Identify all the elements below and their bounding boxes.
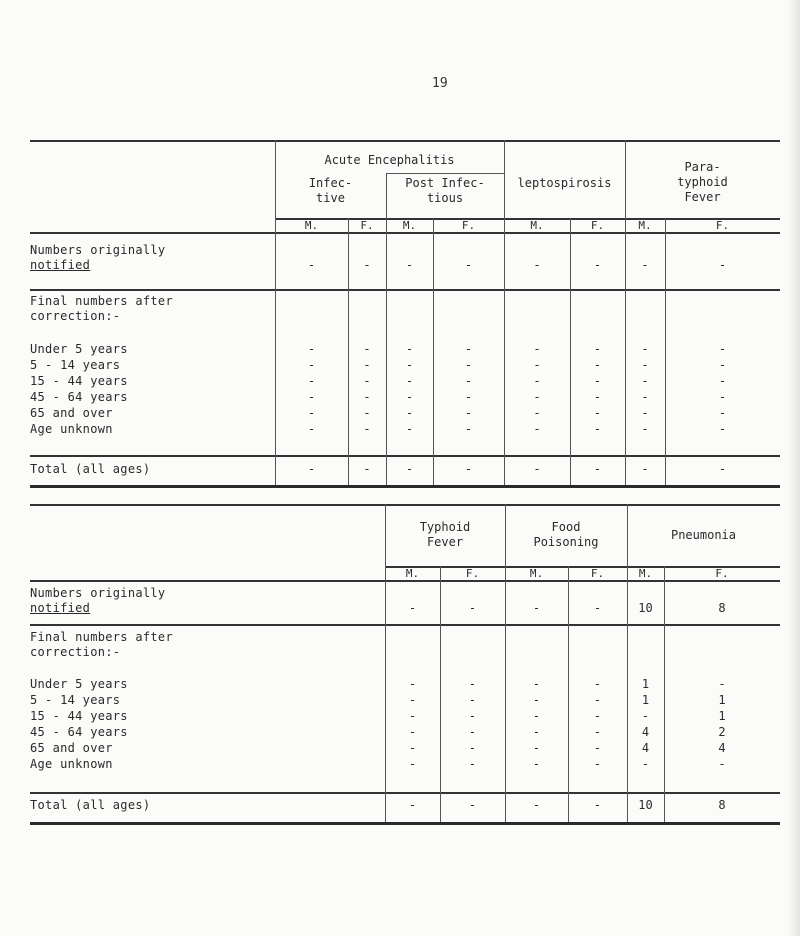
sex-header: F. bbox=[465, 567, 480, 580]
age-row-cell: - bbox=[718, 406, 727, 420]
group-header-infective: Infec- tive bbox=[308, 176, 353, 205]
sex-header: F. bbox=[461, 219, 476, 232]
age-row-cell: - bbox=[468, 757, 477, 771]
age-row-label: 5 - 14 years bbox=[30, 358, 121, 372]
age-row-cell: - bbox=[405, 374, 414, 388]
age-row-cell: - bbox=[532, 677, 541, 691]
age-row-cell: - bbox=[533, 422, 541, 436]
notified-cell: - bbox=[408, 601, 417, 615]
total-cell: - bbox=[307, 462, 316, 476]
sex-header: M. bbox=[530, 219, 544, 232]
notified-cell: - bbox=[307, 258, 316, 272]
age-row-cell: - bbox=[718, 677, 726, 691]
sex-header: F. bbox=[360, 219, 374, 232]
rule bbox=[30, 822, 780, 825]
age-row-cell: - bbox=[464, 342, 473, 356]
rule bbox=[30, 140, 780, 142]
age-row-cell: - bbox=[718, 374, 727, 388]
age-row-cell: - bbox=[468, 741, 477, 755]
rule bbox=[30, 232, 780, 234]
sex-header: M. bbox=[529, 567, 544, 580]
age-row-cell: - bbox=[593, 709, 602, 723]
total-cell: - bbox=[464, 462, 473, 476]
group-header-leptospirosis: leptospirosis bbox=[517, 176, 612, 190]
age-row-label: Age unknown bbox=[30, 422, 113, 436]
page-number: 19 bbox=[432, 76, 448, 91]
age-row-cell: - bbox=[405, 406, 414, 420]
age-row-cell: - bbox=[408, 709, 417, 723]
age-row-cell: - bbox=[307, 342, 316, 356]
age-row-cell: - bbox=[363, 358, 371, 372]
age-row-cell: - bbox=[533, 358, 541, 372]
sex-header: F. bbox=[715, 219, 730, 232]
age-row-label: 15 - 44 years bbox=[30, 374, 128, 388]
age-row-cell: - bbox=[464, 390, 473, 404]
label-notified: notified bbox=[30, 258, 91, 272]
label-numbers-originally: Numbers originally bbox=[30, 586, 166, 600]
total-cell: - bbox=[468, 798, 477, 812]
total-cell: - bbox=[532, 798, 541, 812]
age-row-cell: - bbox=[593, 693, 602, 707]
age-row-cell: - bbox=[363, 406, 371, 420]
sex-header: M. bbox=[638, 219, 652, 232]
age-row-label: Age unknown bbox=[30, 757, 113, 771]
sex-header: F. bbox=[715, 567, 729, 580]
age-row-cell: - bbox=[468, 693, 477, 707]
age-row-cell: - bbox=[532, 725, 541, 739]
age-row-cell: - bbox=[532, 757, 541, 771]
age-row-cell: - bbox=[533, 406, 541, 420]
age-row-cell: - bbox=[363, 422, 371, 436]
age-row-cell: 4 bbox=[641, 741, 650, 755]
age-row-cell: - bbox=[363, 342, 371, 356]
group-header-typhoid: Typhoid Fever bbox=[419, 520, 471, 549]
age-row-cell: - bbox=[408, 757, 417, 771]
age-row-cell: - bbox=[405, 358, 414, 372]
age-row-cell: - bbox=[468, 725, 477, 739]
age-row-cell: - bbox=[532, 741, 541, 755]
rule bbox=[30, 455, 780, 457]
age-row-cell: - bbox=[464, 374, 473, 388]
rule bbox=[627, 504, 628, 822]
total-cell: - bbox=[718, 462, 727, 476]
age-row-cell: - bbox=[641, 374, 649, 388]
notified-cell: - bbox=[363, 258, 371, 272]
age-row-cell: - bbox=[468, 677, 477, 691]
age-row-cell: - bbox=[641, 358, 649, 372]
age-row-cell: - bbox=[641, 342, 649, 356]
label-final-numbers: Final numbers after bbox=[30, 294, 173, 308]
notified-cell: - bbox=[405, 258, 414, 272]
age-row-label: 5 - 14 years bbox=[30, 693, 121, 707]
age-row-cell: 1 bbox=[641, 693, 650, 707]
rule bbox=[30, 792, 780, 794]
age-row-cell: 1 bbox=[641, 677, 650, 691]
rule bbox=[505, 504, 506, 822]
age-row-cell: - bbox=[718, 757, 726, 771]
group-header-food-poisoning: Food Poisoning bbox=[533, 520, 599, 549]
age-row-cell: 4 bbox=[718, 741, 726, 755]
age-row-cell: - bbox=[641, 422, 649, 436]
age-row-cell: - bbox=[641, 406, 649, 420]
age-row-cell: - bbox=[593, 741, 602, 755]
label-final-numbers: Final numbers after bbox=[30, 630, 173, 644]
age-row-cell: - bbox=[405, 390, 414, 404]
total-cell: 8 bbox=[718, 798, 726, 812]
notified-cell: 10 bbox=[638, 601, 653, 615]
age-row-cell: 4 bbox=[641, 725, 650, 739]
sex-header: M. bbox=[402, 219, 417, 232]
age-row-cell: - bbox=[641, 709, 650, 723]
age-row-label: Under 5 years bbox=[30, 677, 128, 691]
label-correction: correction:- bbox=[30, 645, 121, 659]
age-row-cell: - bbox=[718, 390, 727, 404]
age-row-cell: - bbox=[405, 342, 414, 356]
age-row-cell: - bbox=[593, 757, 602, 771]
age-row-cell: - bbox=[533, 342, 541, 356]
notified-cell: - bbox=[532, 601, 541, 615]
age-row-label: 15 - 44 years bbox=[30, 709, 128, 723]
age-row-cell: - bbox=[718, 358, 727, 372]
notified-cell: - bbox=[718, 258, 727, 272]
age-row-cell: - bbox=[532, 709, 541, 723]
age-row-cell: - bbox=[593, 677, 602, 691]
age-row-cell: - bbox=[408, 693, 417, 707]
age-row-cell: 2 bbox=[718, 725, 726, 739]
rule bbox=[385, 504, 386, 822]
rule bbox=[30, 485, 780, 488]
sex-header: F. bbox=[590, 567, 605, 580]
label-numbers-originally: Numbers originally bbox=[30, 243, 166, 257]
age-row-cell: - bbox=[593, 342, 602, 356]
group-header-encephalitis: Acute Encephalitis bbox=[324, 153, 455, 167]
age-row-cell: - bbox=[408, 725, 417, 739]
age-row-cell: - bbox=[593, 374, 602, 388]
total-cell: - bbox=[593, 798, 602, 812]
age-row-cell: - bbox=[408, 741, 417, 755]
age-row-cell: - bbox=[468, 709, 477, 723]
notified-cell: - bbox=[593, 601, 602, 615]
sex-header: M. bbox=[405, 567, 420, 580]
total-cell: - bbox=[363, 462, 371, 476]
age-row-cell: - bbox=[307, 358, 316, 372]
rule bbox=[30, 580, 780, 582]
age-row-cell: - bbox=[307, 422, 316, 436]
group-header-paratyphoid: Para- typhoid Fever bbox=[677, 160, 728, 204]
total-cell: - bbox=[533, 462, 541, 476]
age-row-cell: - bbox=[533, 390, 541, 404]
age-row-cell: - bbox=[405, 422, 414, 436]
age-row-cell: - bbox=[593, 725, 602, 739]
total-cell: - bbox=[408, 798, 417, 812]
age-row-cell: - bbox=[718, 342, 727, 356]
notified-cell: - bbox=[464, 258, 473, 272]
notified-cell: 8 bbox=[718, 601, 726, 615]
age-row-label: Under 5 years bbox=[30, 342, 128, 356]
age-row-cell: - bbox=[307, 374, 316, 388]
group-header-pneumonia: Pneumonia bbox=[670, 528, 737, 542]
rule bbox=[30, 289, 780, 291]
age-row-cell: - bbox=[532, 693, 541, 707]
age-row-cell: - bbox=[464, 406, 473, 420]
page-edge-shadow bbox=[788, 0, 800, 936]
age-row-cell: - bbox=[641, 390, 649, 404]
notified-cell: - bbox=[641, 258, 649, 272]
age-row-cell: - bbox=[307, 390, 316, 404]
age-row-cell: - bbox=[307, 406, 316, 420]
age-row-cell: - bbox=[593, 422, 602, 436]
sex-header: F. bbox=[590, 219, 605, 232]
age-row-cell: - bbox=[641, 757, 650, 771]
label-total: Total (all ages) bbox=[30, 462, 151, 476]
notified-cell: - bbox=[468, 601, 477, 615]
age-row-cell: - bbox=[593, 390, 602, 404]
total-cell: - bbox=[593, 462, 602, 476]
total-cell: 10 bbox=[638, 798, 653, 812]
age-row-cell: - bbox=[533, 374, 541, 388]
notified-cell: - bbox=[533, 258, 541, 272]
label-notified: notified bbox=[30, 601, 91, 615]
age-row-label: 65 and over bbox=[30, 741, 113, 755]
age-row-cell: - bbox=[408, 677, 417, 691]
age-row-label: 45 - 64 years bbox=[30, 725, 128, 739]
group-header-post-infectious: Post Infec- tious bbox=[405, 176, 485, 205]
sex-header: M. bbox=[638, 567, 653, 580]
rule bbox=[386, 173, 504, 174]
notified-cell: - bbox=[593, 258, 602, 272]
sex-header: M. bbox=[304, 219, 319, 232]
rule bbox=[30, 504, 780, 506]
age-row-label: 65 and over bbox=[30, 406, 113, 420]
age-row-cell: - bbox=[593, 358, 602, 372]
age-row-cell: - bbox=[593, 406, 602, 420]
age-row-cell: - bbox=[718, 422, 727, 436]
age-row-label: 45 - 64 years bbox=[30, 390, 128, 404]
age-row-cell: 1 bbox=[718, 693, 726, 707]
age-row-cell: - bbox=[464, 358, 473, 372]
age-row-cell: - bbox=[363, 374, 371, 388]
label-correction: correction:- bbox=[30, 309, 121, 323]
label-total: Total (all ages) bbox=[30, 798, 151, 812]
total-cell: - bbox=[641, 462, 649, 476]
age-row-cell: - bbox=[363, 390, 371, 404]
rule bbox=[30, 624, 780, 626]
age-row-cell: 1 bbox=[718, 709, 726, 723]
total-cell: - bbox=[405, 462, 414, 476]
age-row-cell: - bbox=[464, 422, 473, 436]
